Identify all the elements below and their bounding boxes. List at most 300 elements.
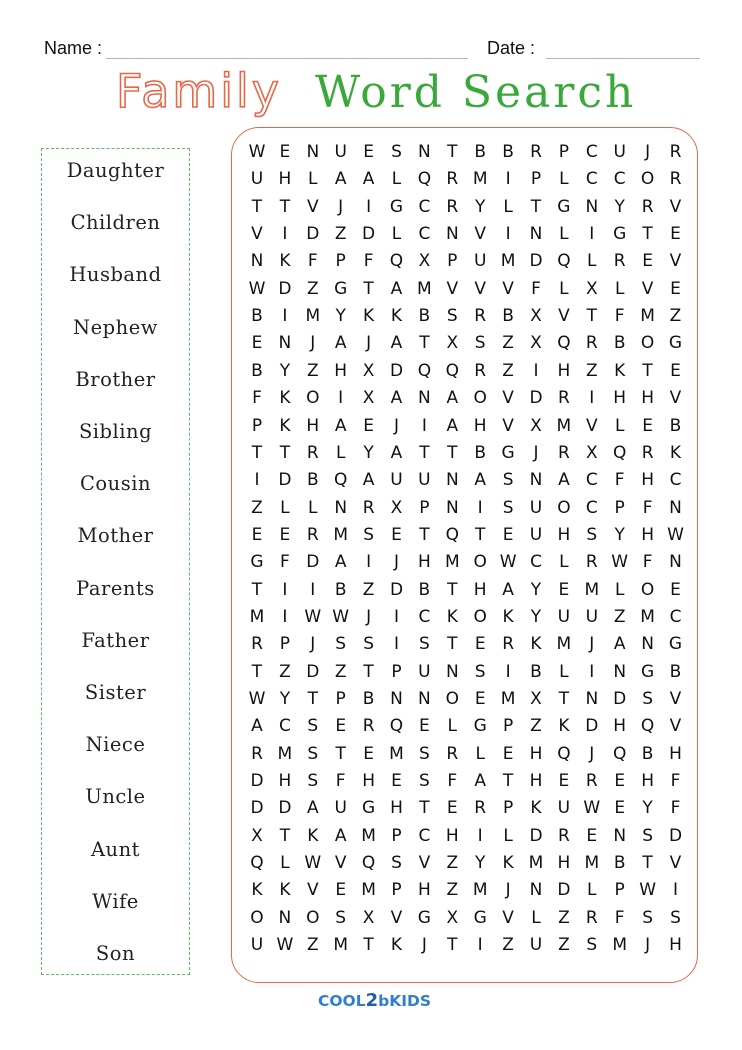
- grid-letter[interactable]: L: [503, 825, 513, 846]
- grid-letter[interactable]: Q: [557, 743, 571, 764]
- grid-letter[interactable]: R: [306, 524, 319, 545]
- grid-letter[interactable]: E: [335, 716, 347, 737]
- grid-letter[interactable]: A: [334, 415, 347, 436]
- grid-letter[interactable]: C: [669, 470, 682, 491]
- grid-letter[interactable]: R: [474, 360, 487, 381]
- grid-letter[interactable]: B: [362, 689, 375, 709]
- grid-letter[interactable]: K: [502, 853, 514, 874]
- grid-letter[interactable]: Z: [613, 606, 626, 627]
- grid-letter[interactable]: R: [251, 634, 263, 655]
- grid-letter[interactable]: T: [474, 524, 486, 545]
- grid-letter[interactable]: Q: [250, 853, 264, 874]
- grid-letter[interactable]: G: [417, 907, 431, 928]
- grid-letter[interactable]: L: [531, 907, 541, 928]
- grid-letter[interactable]: C: [278, 716, 291, 737]
- grid-letter[interactable]: E: [642, 251, 653, 272]
- grid-letter[interactable]: K: [558, 716, 570, 737]
- grid-letter[interactable]: L: [587, 880, 597, 901]
- grid-letter[interactable]: Z: [334, 661, 347, 682]
- grid-letter[interactable]: G: [389, 196, 404, 217]
- grid-letter[interactable]: Q: [445, 360, 459, 381]
- grid-letter[interactable]: N: [669, 552, 682, 573]
- grid-letter[interactable]: T: [251, 661, 263, 682]
- grid-letter[interactable]: M: [584, 853, 600, 874]
- grid-letter[interactable]: H: [334, 360, 348, 381]
- grid-letter[interactable]: W: [276, 935, 294, 956]
- grid-letter[interactable]: W: [499, 552, 517, 573]
- grid-letter[interactable]: S: [586, 524, 598, 545]
- grid-letter[interactable]: E: [502, 743, 514, 764]
- grid-letter[interactable]: I: [477, 497, 483, 518]
- grid-letter[interactable]: L: [503, 196, 513, 217]
- grid-letter[interactable]: Q: [640, 716, 655, 737]
- grid-letter[interactable]: A: [362, 470, 375, 491]
- grid-letter[interactable]: T: [586, 306, 597, 327]
- grid-letter[interactable]: F: [280, 552, 290, 573]
- grid-letter[interactable]: J: [393, 415, 399, 436]
- grid-letter[interactable]: R: [362, 497, 375, 518]
- grid-letter[interactable]: A: [334, 825, 347, 846]
- grid-letter[interactable]: N: [585, 196, 599, 217]
- grid-letter[interactable]: H: [529, 771, 543, 792]
- grid-letter[interactable]: A: [390, 388, 403, 409]
- grid-letter[interactable]: Z: [669, 306, 682, 327]
- grid-letter[interactable]: E: [670, 579, 681, 600]
- grid-letter[interactable]: K: [446, 606, 458, 627]
- grid-letter[interactable]: X: [390, 497, 403, 518]
- grid-letter[interactable]: P: [335, 689, 346, 709]
- grid-letter[interactable]: R: [585, 907, 598, 928]
- grid-letter[interactable]: B: [530, 661, 542, 682]
- grid-letter[interactable]: B: [251, 306, 263, 327]
- grid-letter[interactable]: S: [446, 306, 458, 327]
- grid-letter[interactable]: J: [338, 196, 344, 217]
- grid-letter[interactable]: U: [418, 661, 431, 682]
- grid-letter[interactable]: D: [585, 716, 599, 737]
- grid-letter[interactable]: O: [557, 497, 571, 518]
- grid-letter[interactable]: S: [586, 935, 598, 956]
- grid-letter[interactable]: S: [307, 771, 319, 792]
- grid-letter[interactable]: I: [254, 470, 260, 491]
- grid-letter[interactable]: L: [559, 661, 569, 682]
- grid-letter[interactable]: O: [306, 388, 320, 409]
- grid-letter[interactable]: V: [502, 907, 514, 928]
- grid-letter[interactable]: M: [361, 825, 376, 846]
- grid-letter[interactable]: O: [445, 689, 459, 709]
- grid-letter[interactable]: V: [390, 907, 403, 928]
- grid-letter[interactable]: D: [306, 661, 320, 682]
- grid-letter[interactable]: S: [474, 333, 486, 354]
- grid-letter[interactable]: K: [279, 415, 291, 436]
- grid-letter[interactable]: A: [446, 388, 459, 409]
- grid-letter[interactable]: Z: [502, 333, 514, 354]
- grid-letter[interactable]: Q: [417, 360, 432, 381]
- grid-letter[interactable]: F: [614, 470, 625, 491]
- grid-letter[interactable]: Y: [474, 853, 486, 874]
- grid-letter[interactable]: R: [669, 142, 682, 162]
- grid-letter[interactable]: K: [669, 442, 682, 463]
- grid-letter[interactable]: D: [306, 224, 320, 245]
- grid-letter[interactable]: S: [670, 907, 681, 928]
- grid-letter[interactable]: T: [447, 579, 458, 600]
- grid-letter[interactable]: B: [641, 743, 654, 764]
- grid-letter[interactable]: T: [335, 743, 346, 764]
- grid-letter[interactable]: L: [447, 716, 458, 737]
- grid-letter[interactable]: L: [391, 224, 402, 245]
- grid-letter[interactable]: K: [279, 251, 291, 272]
- grid-letter[interactable]: L: [280, 497, 290, 518]
- grid-letter[interactable]: O: [473, 606, 487, 627]
- grid-letter[interactable]: D: [529, 825, 543, 846]
- grid-letter[interactable]: W: [332, 606, 350, 627]
- grid-letter[interactable]: I: [505, 661, 511, 682]
- grid-letter[interactable]: L: [614, 278, 625, 299]
- grid-letter[interactable]: Y: [530, 606, 542, 627]
- grid-letter[interactable]: L: [280, 853, 290, 874]
- grid-letter[interactable]: T: [447, 142, 458, 162]
- grid-letter[interactable]: N: [418, 142, 431, 162]
- grid-letter[interactable]: L: [559, 552, 569, 573]
- grid-letter[interactable]: O: [640, 579, 655, 600]
- grid-letter[interactable]: A: [474, 771, 486, 792]
- grid-letter[interactable]: N: [529, 470, 543, 491]
- grid-letter[interactable]: E: [251, 524, 263, 545]
- grid-letter[interactable]: L: [475, 743, 485, 764]
- grid-letter[interactable]: I: [310, 579, 316, 600]
- grid-letter[interactable]: R: [613, 251, 626, 272]
- grid-letter[interactable]: Z: [334, 224, 347, 245]
- grid-letter[interactable]: Q: [333, 470, 348, 491]
- grid-letter[interactable]: F: [531, 278, 541, 299]
- grid-letter[interactable]: J: [645, 142, 651, 162]
- grid-letter[interactable]: U: [613, 142, 626, 162]
- grid-letter[interactable]: U: [418, 470, 431, 491]
- grid-letter[interactable]: H: [362, 771, 375, 792]
- grid-letter[interactable]: H: [669, 935, 682, 956]
- grid-letter[interactable]: A: [334, 552, 347, 573]
- grid-letter[interactable]: A: [390, 442, 403, 463]
- grid-letter[interactable]: P: [251, 415, 263, 436]
- grid-letter[interactable]: K: [390, 935, 403, 956]
- grid-letter[interactable]: E: [614, 798, 626, 819]
- grid-letter[interactable]: S: [335, 907, 347, 928]
- name-field[interactable]: [106, 58, 468, 59]
- grid-letter[interactable]: A: [306, 798, 319, 819]
- grid-letter[interactable]: P: [335, 251, 346, 272]
- grid-letter[interactable]: B: [613, 333, 626, 354]
- grid-letter[interactable]: E: [446, 798, 458, 819]
- grid-letter[interactable]: F: [670, 771, 681, 792]
- grid-letter[interactable]: D: [278, 798, 292, 819]
- grid-letter[interactable]: T: [419, 524, 430, 545]
- grid-letter[interactable]: G: [668, 634, 683, 655]
- grid-letter[interactable]: C: [418, 196, 431, 217]
- grid-letter[interactable]: S: [307, 743, 319, 764]
- grid-letter[interactable]: O: [640, 169, 655, 190]
- grid-letter[interactable]: H: [445, 825, 459, 846]
- grid-letter[interactable]: V: [502, 278, 514, 299]
- grid-letter[interactable]: M: [612, 935, 628, 956]
- date-field[interactable]: [546, 58, 700, 59]
- grid-letter[interactable]: N: [529, 224, 543, 245]
- grid-letter[interactable]: Z: [362, 579, 375, 600]
- grid-letter[interactable]: E: [279, 142, 291, 162]
- grid-letter[interactable]: L: [391, 169, 402, 190]
- grid-letter[interactable]: I: [589, 388, 595, 409]
- grid-letter[interactable]: X: [251, 825, 263, 846]
- grid-letter[interactable]: E: [279, 524, 291, 545]
- grid-letter[interactable]: T: [363, 661, 374, 682]
- grid-letter[interactable]: S: [642, 907, 653, 928]
- grid-letter[interactable]: S: [335, 634, 347, 655]
- grid-letter[interactable]: J: [366, 606, 372, 627]
- grid-letter[interactable]: A: [251, 716, 263, 737]
- grid-letter[interactable]: A: [502, 579, 514, 600]
- grid-letter[interactable]: E: [670, 278, 681, 299]
- grid-letter[interactable]: R: [557, 442, 570, 463]
- grid-letter[interactable]: B: [669, 415, 682, 436]
- grid-letter[interactable]: L: [559, 169, 569, 190]
- grid-letter[interactable]: K: [279, 388, 291, 409]
- grid-letter[interactable]: M: [500, 251, 516, 272]
- grid-letter[interactable]: P: [391, 661, 402, 682]
- grid-letter[interactable]: V: [306, 880, 319, 901]
- grid-letter[interactable]: N: [334, 497, 348, 518]
- grid-letter[interactable]: Z: [306, 935, 319, 956]
- grid-letter[interactable]: R: [557, 388, 570, 409]
- grid-letter[interactable]: Y: [530, 579, 542, 600]
- grid-letter[interactable]: L: [308, 169, 318, 190]
- grid-letter[interactable]: N: [445, 470, 459, 491]
- grid-letter[interactable]: D: [668, 825, 683, 846]
- grid-letter[interactable]: F: [642, 552, 653, 573]
- grid-letter[interactable]: W: [611, 552, 629, 573]
- grid-letter[interactable]: D: [278, 470, 292, 491]
- grid-letter[interactable]: R: [585, 771, 598, 792]
- grid-letter[interactable]: J: [421, 935, 427, 956]
- grid-letter[interactable]: H: [641, 771, 654, 792]
- grid-letter[interactable]: T: [447, 634, 458, 655]
- grid-letter[interactable]: U: [250, 935, 264, 956]
- grid-letter[interactable]: C: [585, 169, 598, 190]
- grid-letter[interactable]: R: [446, 196, 459, 217]
- grid-letter[interactable]: H: [306, 415, 320, 436]
- grid-letter[interactable]: C: [585, 497, 598, 518]
- grid-letter[interactable]: K: [307, 825, 319, 846]
- grid-letter[interactable]: H: [613, 388, 627, 409]
- grid-letter[interactable]: F: [642, 497, 653, 518]
- grid-letter[interactable]: A: [362, 169, 375, 190]
- grid-letter[interactable]: G: [362, 798, 376, 819]
- grid-letter[interactable]: N: [445, 497, 459, 518]
- grid-letter[interactable]: X: [530, 333, 542, 354]
- grid-letter[interactable]: G: [557, 196, 571, 217]
- grid-letter[interactable]: G: [473, 716, 487, 737]
- grid-letter[interactable]: W: [583, 798, 601, 819]
- grid-letter[interactable]: H: [278, 169, 292, 190]
- grid-letter[interactable]: H: [473, 579, 487, 600]
- grid-letter[interactable]: A: [613, 634, 626, 655]
- grid-letter[interactable]: T: [279, 442, 291, 463]
- grid-letter[interactable]: E: [642, 415, 653, 436]
- grid-letter[interactable]: B: [613, 853, 626, 874]
- grid-letter[interactable]: N: [418, 689, 431, 709]
- grid-letter[interactable]: I: [672, 880, 678, 901]
- grid-letter[interactable]: Y: [363, 442, 374, 463]
- grid-letter[interactable]: H: [669, 743, 682, 764]
- grid-letter[interactable]: M: [277, 743, 293, 764]
- grid-letter[interactable]: X: [446, 333, 459, 354]
- grid-letter[interactable]: H: [278, 771, 292, 792]
- grid-letter[interactable]: E: [474, 689, 486, 709]
- grid-letter[interactable]: M: [472, 880, 488, 901]
- grid-letter[interactable]: T: [642, 224, 653, 245]
- grid-letter[interactable]: R: [446, 169, 459, 190]
- grid-letter[interactable]: U: [390, 470, 403, 491]
- grid-letter[interactable]: K: [614, 360, 626, 381]
- grid-letter[interactable]: I: [421, 415, 427, 436]
- grid-letter[interactable]: M: [417, 278, 432, 299]
- grid-letter[interactable]: P: [391, 825, 402, 846]
- grid-letter[interactable]: P: [614, 880, 625, 901]
- grid-letter[interactable]: M: [556, 634, 572, 655]
- grid-letter[interactable]: L: [559, 224, 569, 245]
- grid-letter[interactable]: M: [640, 606, 655, 627]
- grid-letter[interactable]: O: [640, 333, 655, 354]
- grid-letter[interactable]: H: [557, 524, 571, 545]
- grid-letter[interactable]: V: [669, 388, 682, 409]
- grid-letter[interactable]: R: [502, 634, 514, 655]
- grid-letter[interactable]: J: [310, 333, 316, 354]
- grid-letter[interactable]: R: [362, 716, 375, 737]
- grid-letter[interactable]: L: [614, 579, 625, 600]
- grid-letter[interactable]: U: [334, 142, 347, 162]
- grid-letter[interactable]: V: [334, 853, 347, 874]
- grid-letter[interactable]: T: [279, 825, 291, 846]
- grid-letter[interactable]: Z: [585, 360, 598, 381]
- grid-letter[interactable]: A: [334, 169, 347, 190]
- grid-letter[interactable]: B: [418, 579, 431, 600]
- grid-letter[interactable]: T: [530, 196, 542, 217]
- grid-letter[interactable]: T: [363, 278, 374, 299]
- grid-letter[interactable]: S: [418, 771, 430, 792]
- grid-letter[interactable]: A: [558, 470, 570, 491]
- grid-letter[interactable]: B: [306, 470, 319, 491]
- grid-letter[interactable]: I: [589, 224, 595, 245]
- grid-letter[interactable]: F: [670, 798, 681, 819]
- grid-letter[interactable]: V: [474, 278, 486, 299]
- grid-letter[interactable]: I: [282, 579, 288, 600]
- grid-letter[interactable]: C: [418, 606, 431, 627]
- grid-letter[interactable]: V: [306, 196, 319, 217]
- grid-letter[interactable]: V: [251, 224, 263, 245]
- grid-letter[interactable]: J: [505, 880, 511, 901]
- grid-letter[interactable]: V: [669, 196, 682, 217]
- grid-letter[interactable]: B: [418, 306, 431, 327]
- grid-letter[interactable]: H: [557, 360, 571, 381]
- grid-letter[interactable]: H: [390, 798, 403, 819]
- grid-letter[interactable]: N: [445, 661, 459, 682]
- grid-letter[interactable]: W: [667, 524, 684, 545]
- grid-letter[interactable]: M: [528, 853, 544, 874]
- grid-letter[interactable]: K: [502, 606, 514, 627]
- grid-letter[interactable]: W: [248, 142, 266, 162]
- grid-letter[interactable]: H: [613, 716, 627, 737]
- grid-letter[interactable]: T: [447, 442, 458, 463]
- grid-letter[interactable]: R: [474, 306, 487, 327]
- grid-letter[interactable]: S: [363, 634, 374, 655]
- grid-letter[interactable]: Z: [502, 935, 514, 956]
- grid-letter[interactable]: M: [584, 579, 600, 600]
- grid-letter[interactable]: Q: [612, 442, 627, 463]
- grid-letter[interactable]: S: [418, 743, 430, 764]
- grid-letter[interactable]: C: [585, 470, 598, 491]
- grid-letter[interactable]: G: [473, 907, 487, 928]
- grid-letter[interactable]: Q: [389, 251, 404, 272]
- grid-letter[interactable]: M: [361, 880, 376, 901]
- grid-letter[interactable]: D: [557, 880, 571, 901]
- grid-letter[interactable]: V: [502, 415, 514, 436]
- grid-letter[interactable]: P: [279, 634, 291, 655]
- grid-letter[interactable]: N: [278, 907, 292, 928]
- grid-letter[interactable]: F: [614, 306, 625, 327]
- grid-letter[interactable]: V: [669, 853, 682, 874]
- grid-letter[interactable]: M: [444, 552, 460, 573]
- grid-letter[interactable]: D: [529, 251, 543, 272]
- grid-letter[interactable]: Z: [446, 880, 459, 901]
- grid-letter[interactable]: F: [447, 771, 458, 792]
- grid-letter[interactable]: E: [419, 716, 430, 737]
- grid-letter[interactable]: Q: [445, 524, 459, 545]
- grid-letter[interactable]: V: [641, 278, 654, 299]
- grid-letter[interactable]: S: [474, 661, 486, 682]
- grid-letter[interactable]: M: [333, 935, 349, 956]
- grid-letter[interactable]: T: [558, 689, 570, 709]
- grid-letter[interactable]: S: [502, 470, 514, 491]
- grid-letter[interactable]: T: [419, 798, 430, 819]
- grid-letter[interactable]: Y: [335, 306, 346, 327]
- grid-letter[interactable]: M: [305, 306, 321, 327]
- grid-letter[interactable]: I: [505, 224, 511, 245]
- grid-letter[interactable]: L: [614, 415, 625, 436]
- grid-letter[interactable]: J: [310, 634, 316, 655]
- grid-letter[interactable]: V: [669, 689, 682, 709]
- grid-letter[interactable]: F: [307, 251, 318, 272]
- grid-letter[interactable]: U: [557, 606, 571, 627]
- grid-letter[interactable]: T: [419, 442, 430, 463]
- grid-letter[interactable]: O: [250, 907, 264, 928]
- grid-letter[interactable]: S: [642, 689, 653, 709]
- grid-letter[interactable]: I: [477, 825, 483, 846]
- grid-letter[interactable]: T: [251, 442, 263, 463]
- grid-letter[interactable]: E: [670, 360, 681, 381]
- grid-letter[interactable]: B: [474, 442, 487, 463]
- grid-letter[interactable]: X: [418, 251, 431, 272]
- grid-letter[interactable]: F: [335, 771, 346, 792]
- grid-letter[interactable]: I: [589, 661, 595, 682]
- grid-letter[interactable]: E: [614, 771, 626, 792]
- grid-letter[interactable]: O: [473, 552, 487, 573]
- grid-letter[interactable]: Q: [612, 743, 627, 764]
- grid-letter[interactable]: N: [445, 224, 459, 245]
- grid-letter[interactable]: H: [641, 470, 654, 491]
- grid-letter[interactable]: W: [248, 278, 266, 299]
- grid-letter[interactable]: D: [389, 360, 404, 381]
- grid-letter[interactable]: D: [306, 552, 320, 573]
- grid-letter[interactable]: V: [669, 716, 682, 737]
- grid-letter[interactable]: J: [366, 333, 372, 354]
- grid-letter[interactable]: S: [642, 825, 653, 846]
